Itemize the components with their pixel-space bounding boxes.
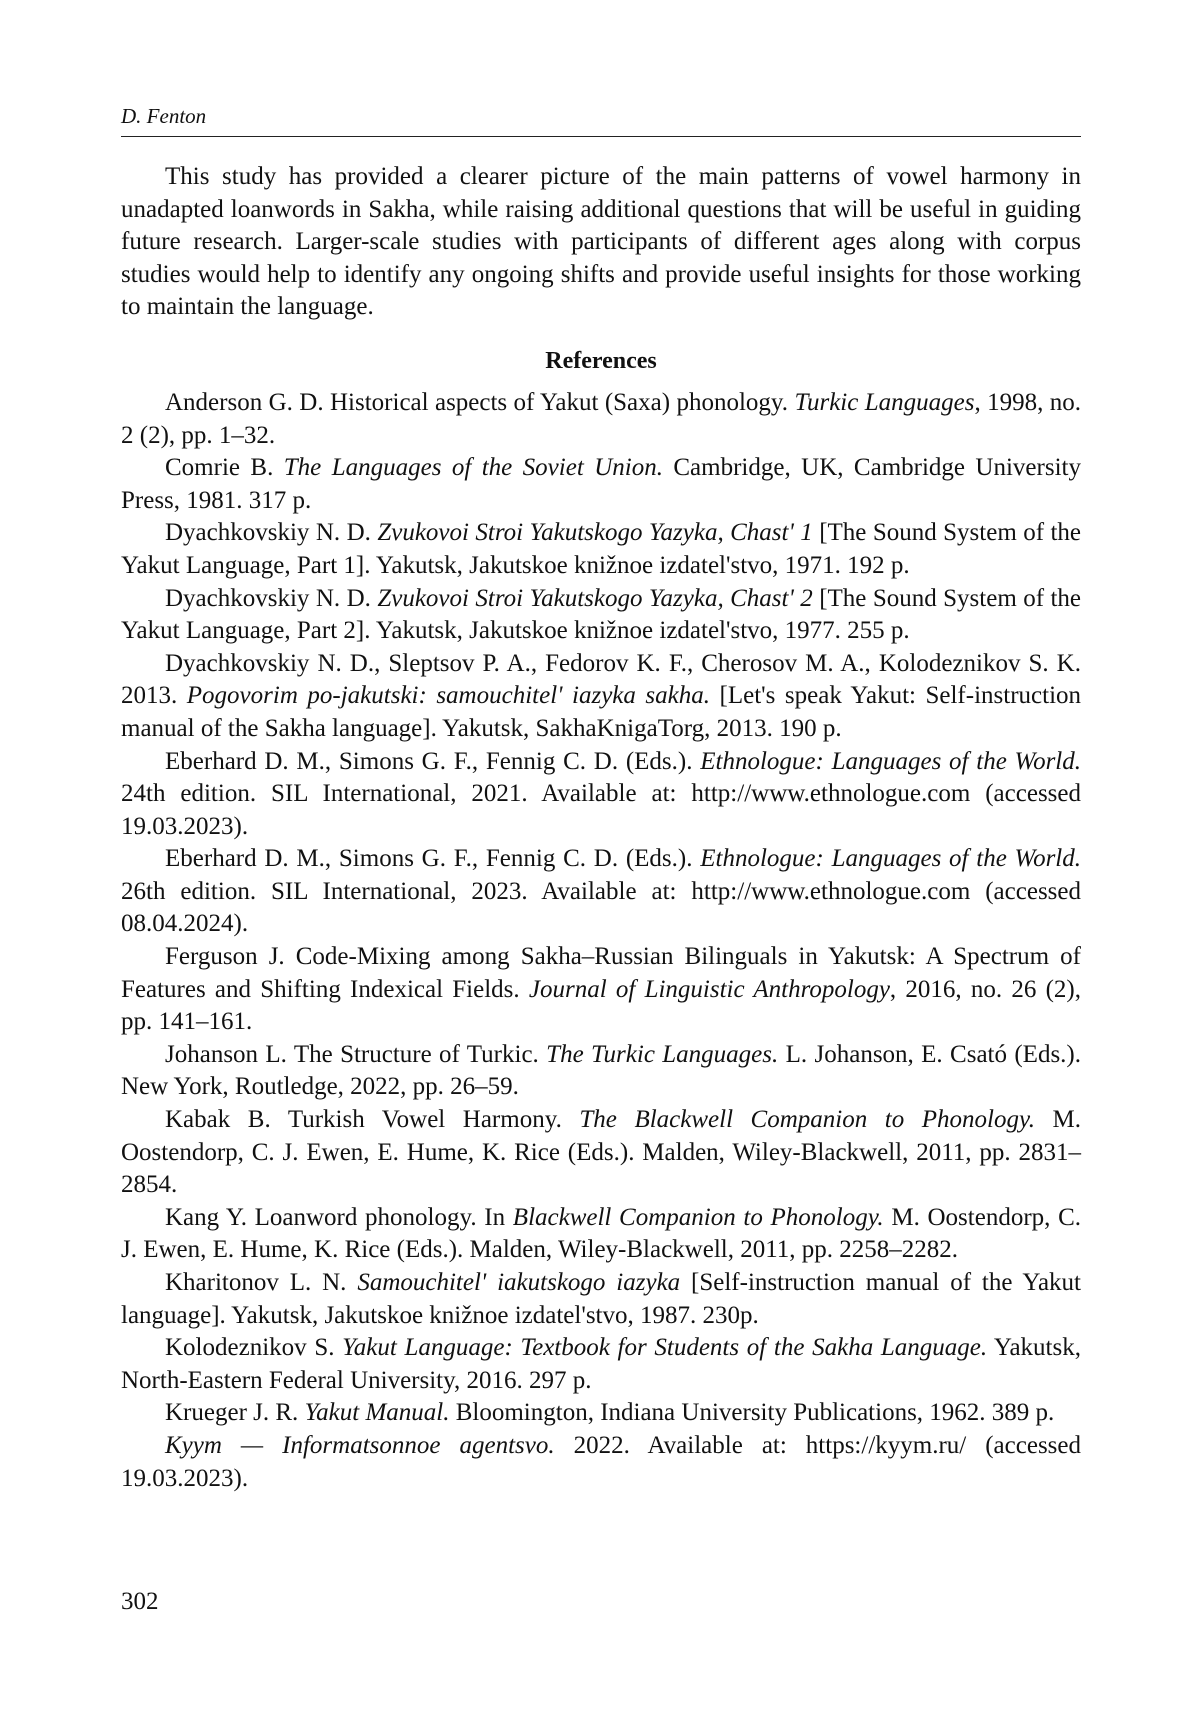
reference-entry [121, 583, 1081, 648]
reference-text: , 1998, no. 2 (2), pp. 1–32. [121, 388, 1082, 449]
reference-entry [121, 1267, 1081, 1332]
reference-title: Journal of Linguistic Anthropology [528, 975, 890, 1003]
reference-title: Ethnologue: Languages of the World. [700, 747, 1081, 775]
reference-title: Zvukovoi Stroi Yakutskogo Yazyka, Chast' 2 [377, 584, 813, 612]
reference-text: Krueger J. R. [165, 1399, 305, 1427]
reference-text: Eberhard D. M., Simons G. F., Fennig C. D. (Eds.). [165, 845, 701, 873]
reference-title: Kyym — Informatsonnoe agentsvo. [165, 1431, 555, 1459]
reference-entry [121, 843, 1081, 941]
reference-title: Pogovorim po-jakutski: samouchitel' iazyka sakha. [186, 682, 710, 710]
reference-text: M. Oostendorp, C. J. Ewen, E. Hume, K. Rice (Eds.). Malden, Wiley-Blackwell, 2011, pp. 2831–2854. [121, 1106, 1081, 1199]
reference-text: Bloomington, Indiana University Publications, 1962. 389 p. [449, 1399, 1055, 1427]
reference-text: Kabak B. Turkish Vowel Harmony. [165, 1106, 580, 1134]
references-heading: References [545, 347, 657, 374]
reference-entry [121, 1397, 1081, 1430]
reference-entry [121, 746, 1081, 844]
reference-text: Ferguson J. Code-Mixing among Sakha–Russian Bilinguals in Yakutsk: A Spectrum of Features and Shifting Indexical Fields. [121, 943, 1081, 1003]
reference-text: Johanson L. The Structure of Turkic. [165, 1040, 547, 1068]
reference-entry [121, 387, 1081, 452]
reference-entry [121, 941, 1081, 1039]
reference-entry [121, 1039, 1081, 1104]
reference-text: 26th edition. SIL International, 2023. Available at: http://www.ethnologue.com (accessed 08.04.2024). [121, 877, 1081, 938]
reference-text: Dyachkovskiy N. D. [165, 584, 378, 612]
reference-text: [Self-instruction manual of the Yakut language]. Yakutsk, Jakutskoe knižnoe izdatel'stvo, 1987. 230p. [121, 1269, 1081, 1329]
reference-entry [121, 1104, 1081, 1202]
reference-title: The Turkic Languages. [546, 1040, 779, 1068]
reference-text: Yakutsk, North-Eastern Federal University, 2016. 297 p. [121, 1334, 1081, 1394]
reference-title: Turkic Languages [794, 388, 975, 416]
reference-text: Eberhard D. M., Simons G. F., Fennig C. D. (Eds.). [165, 747, 701, 775]
page-number: 302 [121, 1588, 159, 1615]
reference-title: Yakut Language: Textbook for Students of the Sakha Language. [342, 1334, 988, 1362]
reference-text: [The Sound System of the Yakut Language, Part 2]. Yakutsk, Jakutskoe knižnoe izdatel'stvo, 1977. 255 p. [121, 584, 1081, 645]
reference-entry [121, 1332, 1081, 1397]
header-rule [121, 136, 1081, 137]
reference-title: Blackwell Companion to Phonology. [512, 1203, 884, 1231]
reference-text: Cambridge, UK, Cambridge University Press, 1981. 317 p. [121, 454, 1081, 514]
running-head-author: D. Fenton [121, 104, 207, 128]
reference-title: The Blackwell Companion to Phonology. [579, 1106, 1035, 1134]
reference-entry [121, 648, 1081, 746]
reference-text: , 2016, no. 26 (2), pp. 141–161. [121, 975, 1081, 1036]
reference-entry [121, 517, 1081, 582]
reference-title: The Languages of the Soviet Union. [283, 454, 663, 482]
reference-text: Comrie B. [165, 454, 284, 482]
reference-text: L. Johanson, E. Csató (Eds.). New York, Routledge, 2022, pp. 26–59. [121, 1040, 1081, 1101]
intro-paragraph: This study has provided a clearer picture of the main patterns of vowel harmony in unadapted loanwords in Sakha, while raising additional questions that will be useful in guiding future research. Larger-scale studies with participants of different ages along with corpus studies would help to identify any ongoing shifts and provide useful insights for those working to maintain the language. [121, 163, 1081, 321]
reference-title: Ethnologue: Languages of the World. [700, 845, 1081, 873]
reference-text: Dyachkovskiy N. D., Sleptsov P. A., Fedorov K. F., Cherosov M. A., Kolodeznikov S. K. 2013. [121, 649, 1081, 710]
reference-title: Yakut Manual. [304, 1399, 450, 1427]
reference-text: Kolodeznikov S. [165, 1334, 343, 1362]
reference-entry [121, 452, 1081, 517]
references-list [121, 387, 1081, 1495]
page-body [121, 161, 1081, 1495]
reference-text: 2022. Available at: https://kyym.ru/ (accessed 19.03.2023). [121, 1431, 1082, 1492]
reference-entry [121, 1202, 1081, 1267]
reference-entry [121, 1430, 1081, 1495]
reference-title: Zvukovoi Stroi Yakutskogo Yazyka, Chast' 1 [377, 519, 813, 547]
reference-text: [The Sound System of the Yakut Language, Part 1]. Yakutsk, Jakutskoe knižnoe izdatel'stvo, 1971. 192 p. [121, 519, 1081, 579]
reference-text: Dyachkovskiy N. D. [165, 519, 378, 547]
reference-text: Kharitonov L. N. [165, 1269, 358, 1296]
reference-text: Kang Y. Loanword phonology. In [165, 1203, 513, 1231]
reference-title: Samouchitel' iakutskogo iazyka [357, 1269, 681, 1296]
reference-text: [Let's speak Yakut: Self-instruction manual of the Sakha language]. Yakutsk, SakhaKnigaTorg, 2013. 190 p. [121, 682, 1082, 742]
reference-text: M. Oostendorp, C. J. Ewen, E. Hume, K. Rice (Eds.). Malden, Wiley-Blackwell, 2011, pp. 2258–2282. [121, 1203, 1081, 1264]
reference-text: 24th edition. SIL International, 2021. Available at: http://www.ethnologue.com (accessed 19.03.2023). [121, 780, 1081, 840]
reference-text: Anderson G. D. Historical aspects of Yakut (Saxa) phonology. [165, 388, 795, 416]
